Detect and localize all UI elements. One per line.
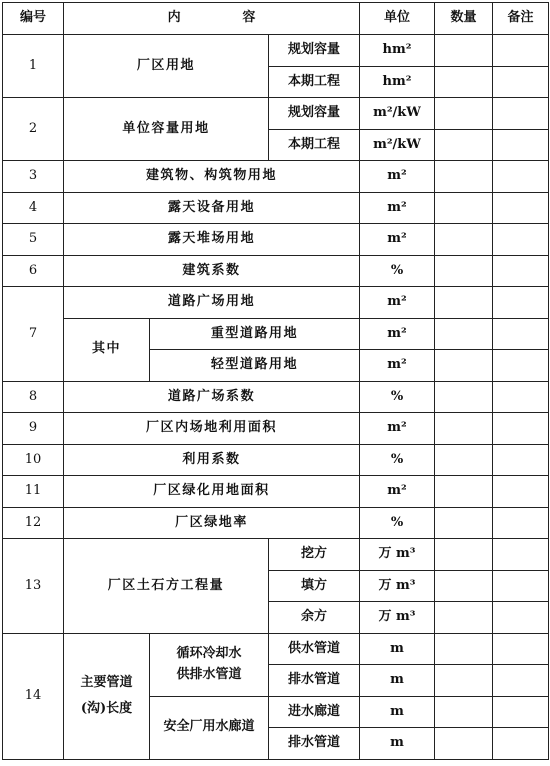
unit-cell: m² (360, 287, 435, 319)
unit-cell: 万 m³ (360, 570, 435, 602)
table-row (3, 476, 549, 508)
row-no: 12 (3, 507, 64, 539)
row-no: 5 (3, 224, 64, 256)
sub-label: 排水管道 (269, 665, 360, 697)
remark-cell (493, 255, 549, 287)
unit-cell: m² (360, 413, 435, 445)
row-no: 7 (3, 287, 64, 382)
qty-cell (435, 696, 493, 728)
qty-cell (435, 444, 493, 476)
header-content: 内 容 (64, 3, 360, 35)
sub-label: 余方 (269, 602, 360, 634)
table-row (3, 287, 549, 319)
unit-cell: % (360, 444, 435, 476)
table-row (3, 507, 549, 539)
row-label: 厂区绿地率 (64, 507, 360, 539)
table-row (3, 192, 549, 224)
qty-cell (435, 35, 493, 67)
remark-cell (493, 287, 549, 319)
row-no: 6 (3, 255, 64, 287)
remark-cell (493, 381, 549, 413)
unit-cell: m²/kW (360, 129, 435, 161)
unit-cell: % (360, 255, 435, 287)
row-label: 露天堆场用地 (64, 224, 360, 256)
sub-label: 规划容量 (269, 35, 360, 67)
row-label: 厂区土石方工程量 (64, 539, 269, 634)
remark-cell (493, 224, 549, 256)
sub-label: 供水管道 (269, 633, 360, 665)
remark-cell (493, 570, 549, 602)
unit-cell: % (360, 381, 435, 413)
qty-cell (435, 66, 493, 98)
unit-cell: hm² (360, 66, 435, 98)
remark-cell (493, 507, 549, 539)
row-label: 建筑物、构筑物用地 (64, 161, 360, 193)
unit-cell: m² (360, 192, 435, 224)
table-row (3, 35, 549, 67)
unit-cell: 万 m³ (360, 539, 435, 571)
qty-cell (435, 507, 493, 539)
sub-label: 排水管道 (269, 728, 360, 760)
remark-cell (493, 161, 549, 193)
header-no: 编号 (3, 3, 64, 35)
unit-cell: m²/kW (360, 98, 435, 130)
header-qty: 数量 (435, 3, 493, 35)
header-remark: 备注 (493, 3, 549, 35)
header-unit: 单位 (360, 3, 435, 35)
remark-cell (493, 476, 549, 508)
row-label: 道路广场系数 (64, 381, 360, 413)
remark-cell (493, 350, 549, 382)
table-row (3, 381, 549, 413)
row-no: 3 (3, 161, 64, 193)
remark-cell (493, 98, 549, 130)
sub-label: 挖方 (269, 539, 360, 571)
row-label: 道路广场用地 (64, 287, 360, 319)
table-row (3, 255, 549, 287)
row-label: 建筑系数 (64, 255, 360, 287)
row-label-line1: 主要管道 (80, 674, 133, 690)
qty-cell (435, 161, 493, 193)
group-label-line2: 供排水管道 (176, 666, 242, 682)
unit-cell: m² (360, 350, 435, 382)
qty-cell (435, 192, 493, 224)
row-no: 4 (3, 192, 64, 224)
qty-cell (435, 602, 493, 634)
sub-label: 规划容量 (269, 98, 360, 130)
qty-cell (435, 381, 493, 413)
row-label: 利用系数 (64, 444, 360, 476)
unit-cell: m² (360, 224, 435, 256)
group-label: 其中 (64, 318, 150, 381)
row-no: 8 (3, 381, 64, 413)
sub-label: 轻型道路用地 (150, 350, 360, 382)
remark-cell (493, 318, 549, 350)
row-no: 14 (3, 633, 64, 759)
row-label: 厂区内场地利用面积 (64, 413, 360, 445)
row-no: 13 (3, 539, 64, 634)
remark-cell (493, 665, 549, 697)
unit-cell: 万 m³ (360, 602, 435, 634)
remark-cell (493, 444, 549, 476)
unit-cell: m (360, 633, 435, 665)
land-use-table (2, 2, 549, 760)
header-row (3, 3, 549, 35)
unit-cell: m (360, 665, 435, 697)
sub-label: 填方 (269, 570, 360, 602)
table-row (3, 633, 549, 665)
group-label: 安全厂用水廊道 (150, 696, 269, 759)
row-label: 单位容量用地 (64, 98, 269, 161)
row-label (64, 633, 150, 759)
row-no: 2 (3, 98, 64, 161)
row-no: 10 (3, 444, 64, 476)
qty-cell (435, 224, 493, 256)
row-label: 厂区用地 (64, 35, 269, 98)
row-label: 厂区绿化用地面积 (64, 476, 360, 508)
remark-cell (493, 192, 549, 224)
remark-cell (493, 696, 549, 728)
remark-cell (493, 633, 549, 665)
row-no: 1 (3, 35, 64, 98)
qty-cell (435, 539, 493, 571)
qty-cell (435, 665, 493, 697)
remark-cell (493, 728, 549, 760)
qty-cell (435, 476, 493, 508)
qty-cell (435, 728, 493, 760)
group-label-line1: 循环冷却水 (176, 646, 242, 662)
qty-cell (435, 413, 493, 445)
remark-cell (493, 129, 549, 161)
sub-label: 进水廊道 (269, 696, 360, 728)
qty-cell (435, 287, 493, 319)
qty-cell (435, 98, 493, 130)
group-label (150, 633, 269, 696)
qty-cell (435, 633, 493, 665)
unit-cell: % (360, 507, 435, 539)
remark-cell (493, 66, 549, 98)
row-label-line2: (沟)长度 (80, 701, 133, 716)
unit-cell: m² (360, 476, 435, 508)
unit-cell: m (360, 728, 435, 760)
table-row (3, 161, 549, 193)
remark-cell (493, 35, 549, 67)
table-row (3, 413, 549, 445)
sub-label: 重型道路用地 (150, 318, 360, 350)
sub-label: 本期工程 (269, 129, 360, 161)
sub-label: 本期工程 (269, 66, 360, 98)
remark-cell (493, 413, 549, 445)
qty-cell (435, 350, 493, 382)
remark-cell (493, 539, 549, 571)
qty-cell (435, 129, 493, 161)
row-no: 9 (3, 413, 64, 445)
table-row (3, 318, 549, 350)
table-row (3, 539, 549, 571)
table-row (3, 444, 549, 476)
unit-cell: hm² (360, 35, 435, 67)
row-label: 露天设备用地 (64, 192, 360, 224)
qty-cell (435, 570, 493, 602)
table-row (3, 98, 549, 130)
unit-cell: m² (360, 161, 435, 193)
unit-cell: m² (360, 318, 435, 350)
table-row (3, 224, 549, 256)
row-no: 11 (3, 476, 64, 508)
qty-cell (435, 255, 493, 287)
remark-cell (493, 602, 549, 634)
qty-cell (435, 318, 493, 350)
unit-cell: m (360, 696, 435, 728)
